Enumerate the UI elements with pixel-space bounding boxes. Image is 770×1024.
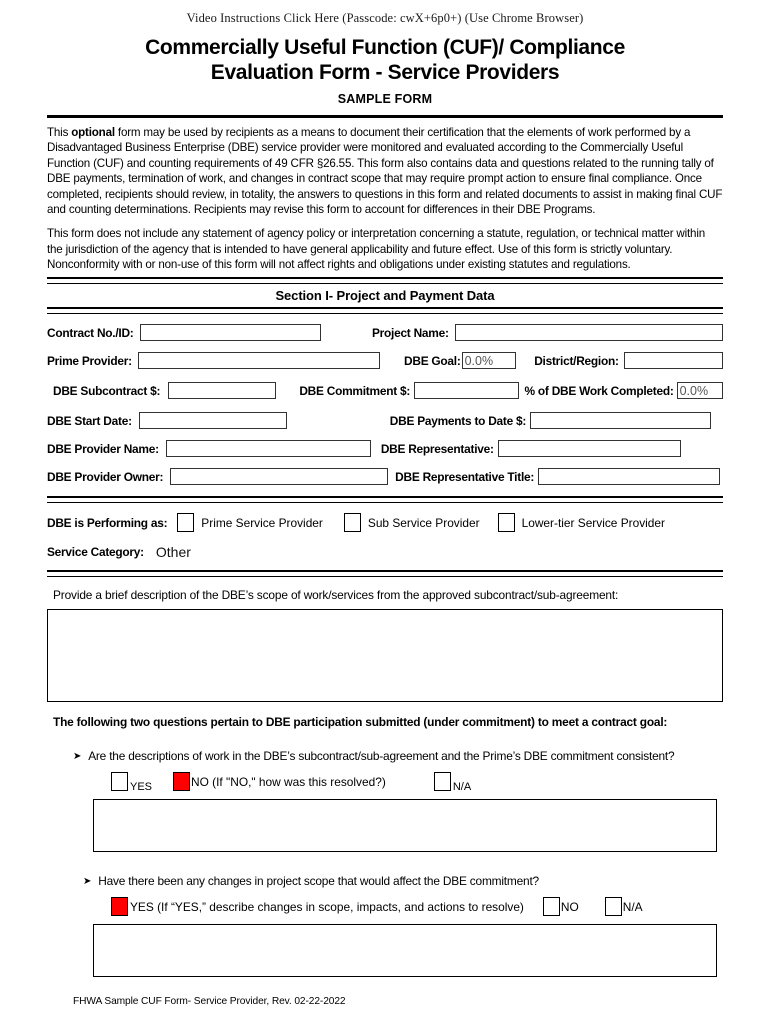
scope-prompt: Provide a brief description of the DBE’s scope of work/services from the approved subcontract/sub-agreement: <box>53 587 619 602</box>
dbe-goal-input[interactable]: 0.0% <box>462 352 517 369</box>
checkbox-prime-service-provider[interactable] <box>177 513 194 532</box>
performing-as-zone <box>47 503 723 565</box>
intro-paragraph-1: This optional form may be used by recipients as a means to document their certification that the elements of work performed by a Disadvantaged Business Enterprise (DBE) service provider were monitored and evaluated according to the Commercially Useful Function (CUF) and counting requirements of 49 CFR §26.55. This form also contains data and questions related to the running tally of DBE payments, termination of work, and changes in contract scope that may require prompt action to ensure final compliance. Once completed, recipients should review, in totality, the answers to questions in this form and related documents to assist in making final CUF and counting determinations. Recipients may revise this form to account for differences in their DBE Programs. <box>47 126 723 217</box>
page-title-line-1: Commercially Useful Function (CUF)/ Compliance <box>145 36 625 59</box>
option-label-lower-tier-service-provider: Lower-tier Service Provider <box>521 515 665 530</box>
checkbox-q2-na[interactable] <box>605 897 622 916</box>
prime-provider-input[interactable] <box>138 352 380 369</box>
row-prime-goal-district <box>47 348 723 374</box>
dbe-payments-to-date-input[interactable] <box>530 412 711 429</box>
dbe-provider-owner-label: DBE Provider Owner: <box>47 469 164 484</box>
dbe-subcontract-label: DBE Subcontract $: <box>53 383 161 398</box>
row-start-date-payments <box>47 408 723 434</box>
divider-above-performing-as <box>47 496 723 503</box>
dbe-commitment-label: DBE Commitment $: <box>299 383 411 398</box>
question-2-answer-textarea[interactable] <box>93 924 717 977</box>
checkbox-sub-service-provider[interactable] <box>344 513 361 532</box>
divider-below-section-1-heading <box>47 307 723 314</box>
page-title <box>0 35 770 85</box>
project-name-input[interactable] <box>455 324 723 341</box>
checkbox-q1-no[interactable] <box>173 772 190 791</box>
dbe-payments-to-date-label: DBE Payments to Date $: <box>389 413 527 428</box>
question-2-text: Have there been any changes in project scope that would affect the DBE commitment? <box>98 873 539 888</box>
row-contract-project <box>47 320 723 346</box>
option-label-q1-yes: YES <box>130 780 153 793</box>
dbe-representative-label: DBE Representative: <box>380 441 494 456</box>
divider-below-service-category <box>47 570 723 577</box>
option-label-q2-na: N/A <box>622 899 643 914</box>
question-1 <box>47 749 723 764</box>
dbe-provider-owner-input[interactable] <box>170 468 388 485</box>
pct-dbe-work-completed-input[interactable]: 0.0% <box>677 382 723 399</box>
contract-no-label: Contract No./ID: <box>47 325 134 340</box>
section-1-heading: Section I- Project and Payment Data <box>275 287 495 303</box>
dbe-representative-input[interactable] <box>498 440 681 457</box>
question-1-text: Are the descriptions of work in the DBE’s subcontract/sub-agreement and the Prime’s DBE commitment consistent? <box>88 748 675 763</box>
contract-no-input[interactable] <box>140 324 321 341</box>
bullet-arrow-icon: ➤ <box>73 750 82 762</box>
service-category-label: Service Category: <box>47 544 144 559</box>
bullet-arrow-icon-2: ➤ <box>83 875 92 887</box>
pct-dbe-work-completed-label: % of DBE Work Completed: <box>524 383 674 398</box>
row-provider-name-representative <box>47 436 723 462</box>
divider-above-section-1 <box>47 277 723 284</box>
dbe-representative-title-label: DBE Representative Title: <box>395 469 535 484</box>
prime-provider-label: Prime Provider: <box>47 353 132 368</box>
dbe-subcontract-input[interactable] <box>168 382 276 399</box>
questions-intro: The following two questions pertain to DBE participation submitted (under commitment) to meet a contract goal: <box>53 714 668 729</box>
project-name-label: Project Name: <box>371 325 449 340</box>
checkbox-q1-yes[interactable] <box>111 772 128 791</box>
row-subcontract-commitment-pct <box>47 378 723 404</box>
footer-revision-note: FHWA Sample CUF Form- Service Provider, Rev. 02-22-2022 <box>73 995 346 1007</box>
question-2-options <box>47 895 723 919</box>
option-label-q1-na: N/A <box>452 780 472 793</box>
dbe-goal-label: DBE Goal: <box>404 353 461 368</box>
question-1-answer-textarea[interactable] <box>93 799 717 852</box>
dbe-start-date-input[interactable] <box>139 412 287 429</box>
option-label-sub-service-provider: Sub Service Provider <box>367 515 480 530</box>
row-performing-as <box>47 510 723 536</box>
checkbox-lower-tier-service-provider[interactable] <box>498 513 515 532</box>
option-label-q1-no: NO (If "NO," how was this resolved?) <box>191 774 386 789</box>
option-label-q2-yes: YES (If “YES,” describe changes in scope, impacts, and actions to resolve) <box>130 899 524 914</box>
video-instructions-link[interactable]: Video Instructions Click Here (Passcode: cwX+6p0+) (Use Chrome Browser) <box>186 11 584 25</box>
checkbox-q2-yes[interactable] <box>111 897 128 916</box>
dbe-provider-name-label: DBE Provider Name: <box>47 441 159 456</box>
intro-paragraph-2: This form does not include any statement of agency policy or interpretation concerning a statute, regulation, or technical matter within the jurisdiction of the agency that is intended to have general applicability and future effect. Use of this form is strictly voluntary. Nonconformity with or non-use of this form will not affect rights and obligations under existing statutes and regulations. <box>47 227 705 272</box>
dbe-start-date-label: DBE Start Date: <box>47 413 132 428</box>
page-subtitle: SAMPLE FORM <box>337 92 433 106</box>
performing-as-label: DBE is Performing as: <box>47 515 168 530</box>
question-2 <box>47 874 723 889</box>
option-label-q2-no: NO <box>560 899 579 914</box>
district-region-input[interactable] <box>624 352 723 369</box>
option-label-prime-service-provider: Prime Service Provider <box>201 515 323 530</box>
row-service-category <box>47 539 723 565</box>
checkbox-q1-na[interactable] <box>434 772 451 791</box>
service-category-value[interactable]: Other <box>155 543 191 560</box>
dbe-representative-title-input[interactable] <box>538 468 720 485</box>
scope-textarea[interactable] <box>47 609 723 702</box>
page-title-line-2: Evaluation Form - Service Providers <box>210 61 560 84</box>
dbe-provider-name-input[interactable] <box>166 440 371 457</box>
district-region-label: District/Region: <box>534 353 619 368</box>
scope-zone <box>47 577 723 1007</box>
question-1-options <box>47 770 723 794</box>
section-1-fields <box>47 314 723 490</box>
intro-text <box>47 118 723 273</box>
dbe-commitment-input[interactable] <box>414 382 519 399</box>
checkbox-q2-no[interactable] <box>543 897 560 916</box>
row-provider-owner-rep-title <box>47 464 723 490</box>
